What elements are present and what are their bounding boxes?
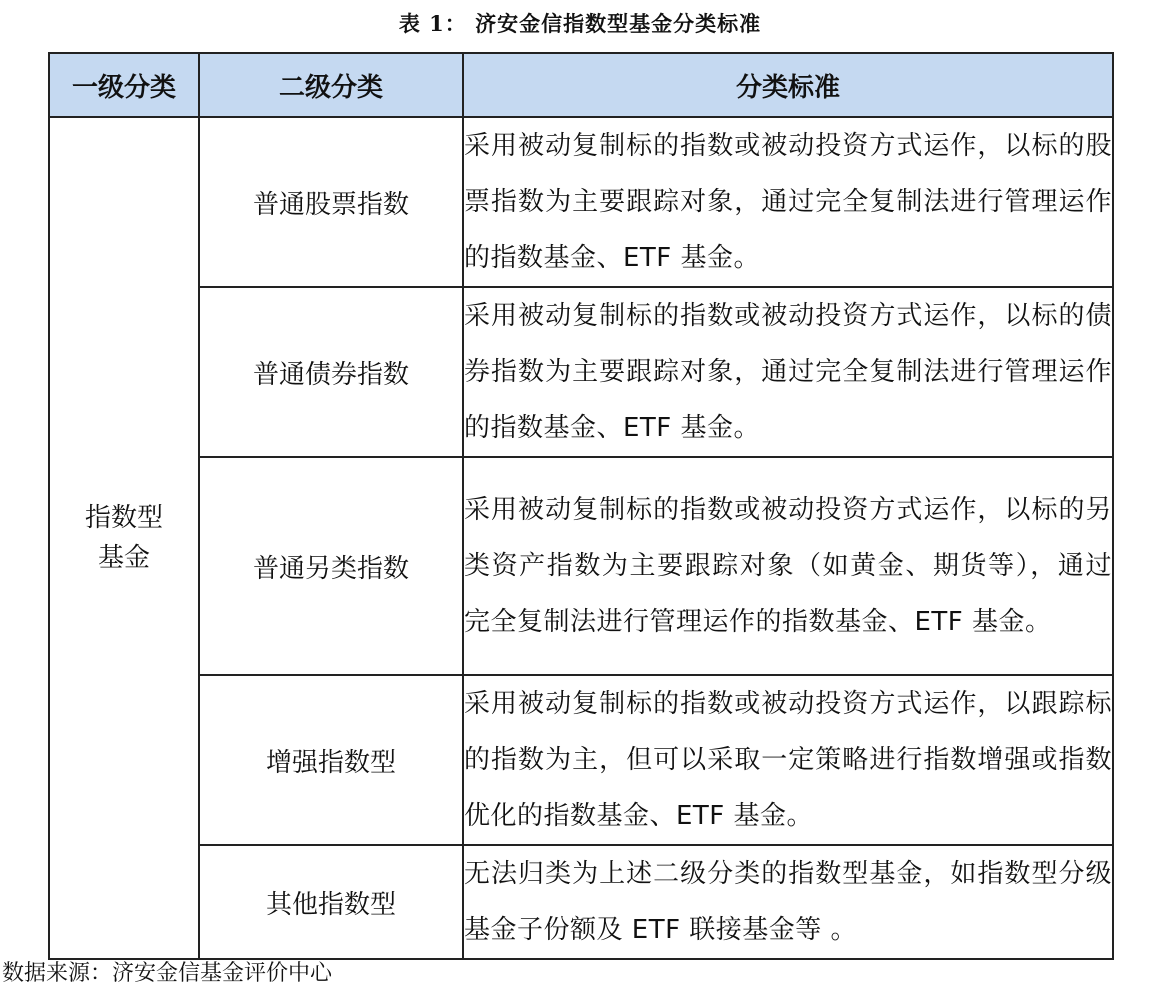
level1-cell: [49, 117, 199, 959]
table-row: [49, 675, 1113, 845]
table-caption: 表 1： 济安金信指数型基金分类标准: [398, 11, 762, 36]
header-standard: 分类标准: [463, 53, 1113, 117]
table-row: [49, 457, 1113, 675]
table-header-row: [49, 53, 1113, 117]
source-note: 数据来源：济安金信基金评价中心: [2, 961, 333, 986]
standard-cell: 采用被动复制标的指数或被动投资方式运作，以标的另类资产指数为主要跟踪对象（如黄金、期货等），通过完全复制法进行管理运作的指数基金、ETF 基金。: [463, 457, 1113, 675]
level1-line1: 指数型: [84, 503, 163, 533]
header-level2: 二级分类: [199, 53, 463, 117]
standard-cell: 采用被动复制标的指数或被动投资方式运作，以标的债券指数为主要跟踪对象，通过完全复制法进行管理运作的指数基金、ETF 基金。: [463, 287, 1113, 457]
level2-cell: 增强指数型: [199, 675, 463, 845]
level1-line2: 基金: [97, 543, 150, 573]
level2-cell: 普通债券指数: [199, 287, 463, 457]
standard-cell: 采用被动复制标的指数或被动投资方式运作，以跟踪标的指数为主，但可以采取一定策略进行指数增强或指数优化的指数基金、ETF 基金。: [463, 675, 1113, 845]
level2-cell: 其他指数型: [199, 845, 463, 959]
table-row: [49, 845, 1113, 959]
table-row: [49, 117, 1113, 287]
standard-cell: 无法归类为上述二级分类的指数型基金，如指数型分级基金子份额及 ETF 联接基金等 。: [463, 845, 1113, 959]
header-level1: 一级分类: [49, 53, 199, 117]
level2-cell: 普通另类指数: [199, 457, 463, 675]
standard-cell: 采用被动复制标的指数或被动投资方式运作，以标的股票指数为主要跟踪对象，通过完全复制法进行管理运作的指数基金、ETF 基金。: [463, 117, 1113, 287]
classification-table: [48, 52, 1114, 960]
level2-cell: 普通股票指数: [199, 117, 463, 287]
table-row: [49, 287, 1113, 457]
